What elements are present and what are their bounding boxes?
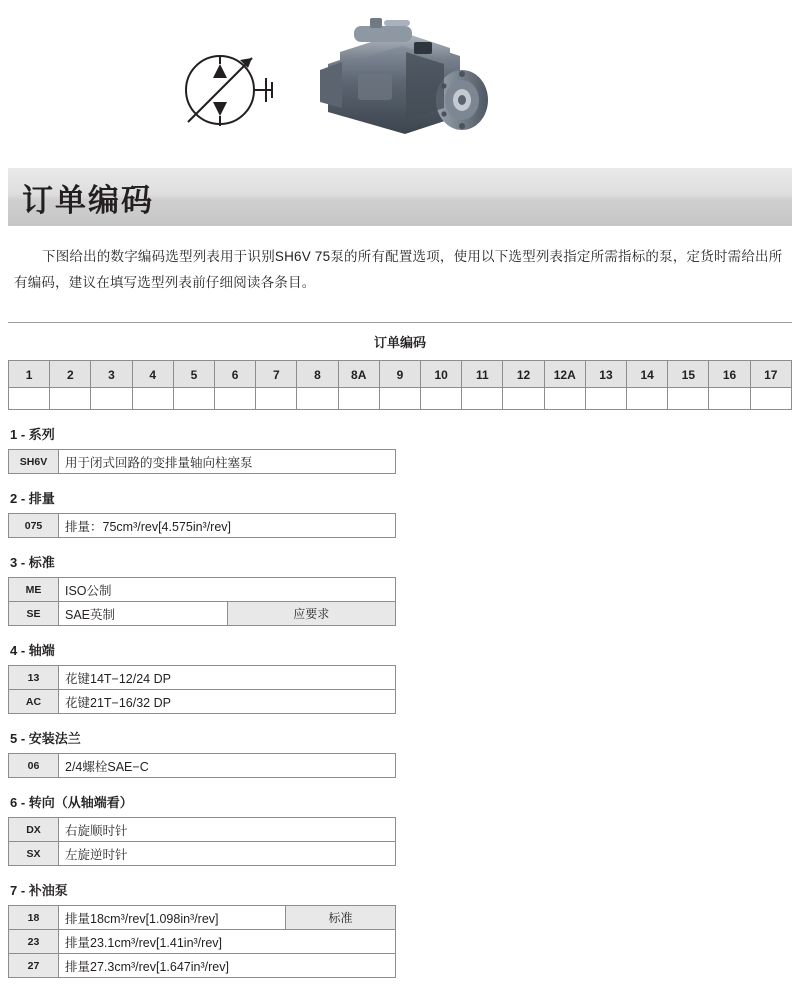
option-group: [8, 640, 792, 714]
table-row[interactable]: [9, 450, 396, 474]
option-group: [8, 728, 792, 778]
option-description-cell: ISO公制: [59, 578, 396, 602]
option-code-cell: 075: [9, 514, 59, 538]
option-code-cell: 13: [9, 666, 59, 690]
order-code-header-cell: 15: [667, 360, 708, 388]
option-code-cell: 23: [9, 930, 59, 954]
option-description-cell: 排量18cm³/rev[1.098in³/rev]: [59, 906, 286, 930]
order-code-value-cell[interactable]: [667, 388, 708, 410]
option-code-cell: 27: [9, 954, 59, 978]
table-row[interactable]: [9, 666, 396, 690]
order-code-value-cell[interactable]: [708, 388, 749, 410]
order-code-header-cell: 16: [708, 360, 749, 388]
order-code-header-cell: 8: [296, 360, 337, 388]
table-row[interactable]: [9, 954, 396, 978]
option-group-title: 1 - 系列: [10, 427, 55, 442]
table-row[interactable]: [9, 930, 396, 954]
order-code-header-cell: 1: [8, 360, 49, 388]
option-code-cell: ME: [9, 578, 59, 602]
order-code-value-cell[interactable]: [132, 388, 173, 410]
option-description-cell: SAE英制: [59, 602, 228, 626]
order-code-value-cell[interactable]: [379, 388, 420, 410]
option-description-cell: 用于闭式回路的变排量轴向柱塞泵: [59, 450, 396, 474]
order-code-header-cell: 3: [90, 360, 131, 388]
order-code-header-cell: 17: [750, 360, 792, 388]
table-row[interactable]: [9, 578, 396, 602]
order-code-value-cell[interactable]: [255, 388, 296, 410]
order-code-header-cell: 6: [214, 360, 255, 388]
option-table: [8, 817, 396, 866]
order-code-value-cell[interactable]: [49, 388, 90, 410]
option-description-cell: 花键21T−16/32 DP: [59, 690, 396, 714]
intro-paragraph: 下图给出的数字编码选型列表用于识别SH6V 75泵的所有配置选项，使用以下选型列表指定所需指标的泵，定货时需给出所有编码，建议在填写选型列表前仔细阅读各条目。: [14, 249, 783, 290]
order-code-header-cell: 10: [420, 360, 461, 388]
option-description-cell: 排量23.1cm³/rev[1.41in³/rev]: [59, 930, 396, 954]
order-code-value-cell[interactable]: [296, 388, 337, 410]
option-group: [8, 880, 792, 978]
order-code-value-cell[interactable]: [173, 388, 214, 410]
option-group-title: 5 - 安装法兰: [10, 731, 81, 746]
order-code-header-cell: 7: [255, 360, 296, 388]
option-description-cell: 排量：75cm³/rev[4.575in³/rev]: [59, 514, 396, 538]
table-row[interactable]: [9, 906, 396, 930]
option-table: [8, 513, 396, 538]
table-row[interactable]: [9, 514, 396, 538]
hydraulic-pump-symbol-icon: [168, 30, 278, 140]
option-table: [8, 665, 396, 714]
order-code-header-row: [8, 360, 792, 388]
table-row[interactable]: [9, 818, 396, 842]
order-code-header-cell: 9: [379, 360, 420, 388]
order-code-value-cell[interactable]: [750, 388, 792, 410]
order-code-value-cell[interactable]: [214, 388, 255, 410]
option-group-title: 7 - 补油泵: [10, 883, 68, 898]
option-note-cell: 标准: [286, 906, 396, 930]
table-row[interactable]: [9, 754, 396, 778]
option-code-cell: SX: [9, 842, 59, 866]
order-code-header-cell: 14: [626, 360, 667, 388]
order-code-section: [8, 322, 792, 410]
option-table: [8, 449, 396, 474]
option-code-cell: AC: [9, 690, 59, 714]
order-code-header-cell: 4: [132, 360, 173, 388]
order-code-value-cell[interactable]: [502, 388, 543, 410]
order-code-header-cell: 12A: [544, 360, 585, 388]
order-code-value-cell[interactable]: [8, 388, 49, 410]
option-code-cell: DX: [9, 818, 59, 842]
table-row[interactable]: [9, 602, 396, 626]
order-code-value-cell[interactable]: [626, 388, 667, 410]
option-groups: [0, 424, 800, 978]
option-description-cell: 2/4螺栓SAE−C: [59, 754, 396, 778]
option-description-cell: 右旋顺时针: [59, 818, 396, 842]
order-code-value-cell[interactable]: [461, 388, 502, 410]
option-description-cell: 左旋逆时针: [59, 842, 396, 866]
section-banner: [8, 168, 792, 226]
option-group: [8, 792, 792, 866]
option-code-cell: 06: [9, 754, 59, 778]
hero-illustration-area: [0, 0, 800, 160]
order-code-input-row[interactable]: [8, 388, 792, 410]
option-group: [8, 424, 792, 474]
order-code-value-cell[interactable]: [338, 388, 379, 410]
option-group: [8, 488, 792, 538]
order-code-header-cell: 12: [502, 360, 543, 388]
order-code-value-cell[interactable]: [585, 388, 626, 410]
option-code-cell: SE: [9, 602, 59, 626]
order-code-value-cell[interactable]: [90, 388, 131, 410]
table-row[interactable]: [9, 690, 396, 714]
option-table: [8, 905, 396, 978]
option-group: [8, 552, 792, 626]
order-code-header-cell: 11: [461, 360, 502, 388]
option-code-cell: 18: [9, 906, 59, 930]
order-code-header-cell: 5: [173, 360, 214, 388]
table-row[interactable]: [9, 842, 396, 866]
option-description-cell: 花键14T−12/24 DP: [59, 666, 396, 690]
option-table: [8, 577, 396, 626]
order-code-caption: 订单编码: [373, 335, 426, 350]
order-code-value-cell[interactable]: [544, 388, 585, 410]
option-note-cell: 应要求: [227, 602, 396, 626]
option-group-title: 2 - 排量: [10, 491, 55, 506]
order-code-header-cell: 13: [585, 360, 626, 388]
option-group-title: 3 - 标准: [10, 555, 55, 570]
order-code-value-cell[interactable]: [420, 388, 461, 410]
option-table: [8, 753, 396, 778]
option-group-title: 4 - 轴端: [10, 643, 55, 658]
option-description-cell: 排量27.3cm³/rev[1.647in³/rev]: [59, 954, 396, 978]
order-code-header-cell: 2: [49, 360, 90, 388]
order-code-header-cell: 8A: [338, 360, 379, 388]
option-code-cell: SH6V: [9, 450, 59, 474]
option-group-title: 6 - 转向（从轴端看）: [10, 795, 133, 810]
page-title: 订单编码: [22, 182, 154, 218]
axial-piston-pump-image: [310, 12, 495, 152]
